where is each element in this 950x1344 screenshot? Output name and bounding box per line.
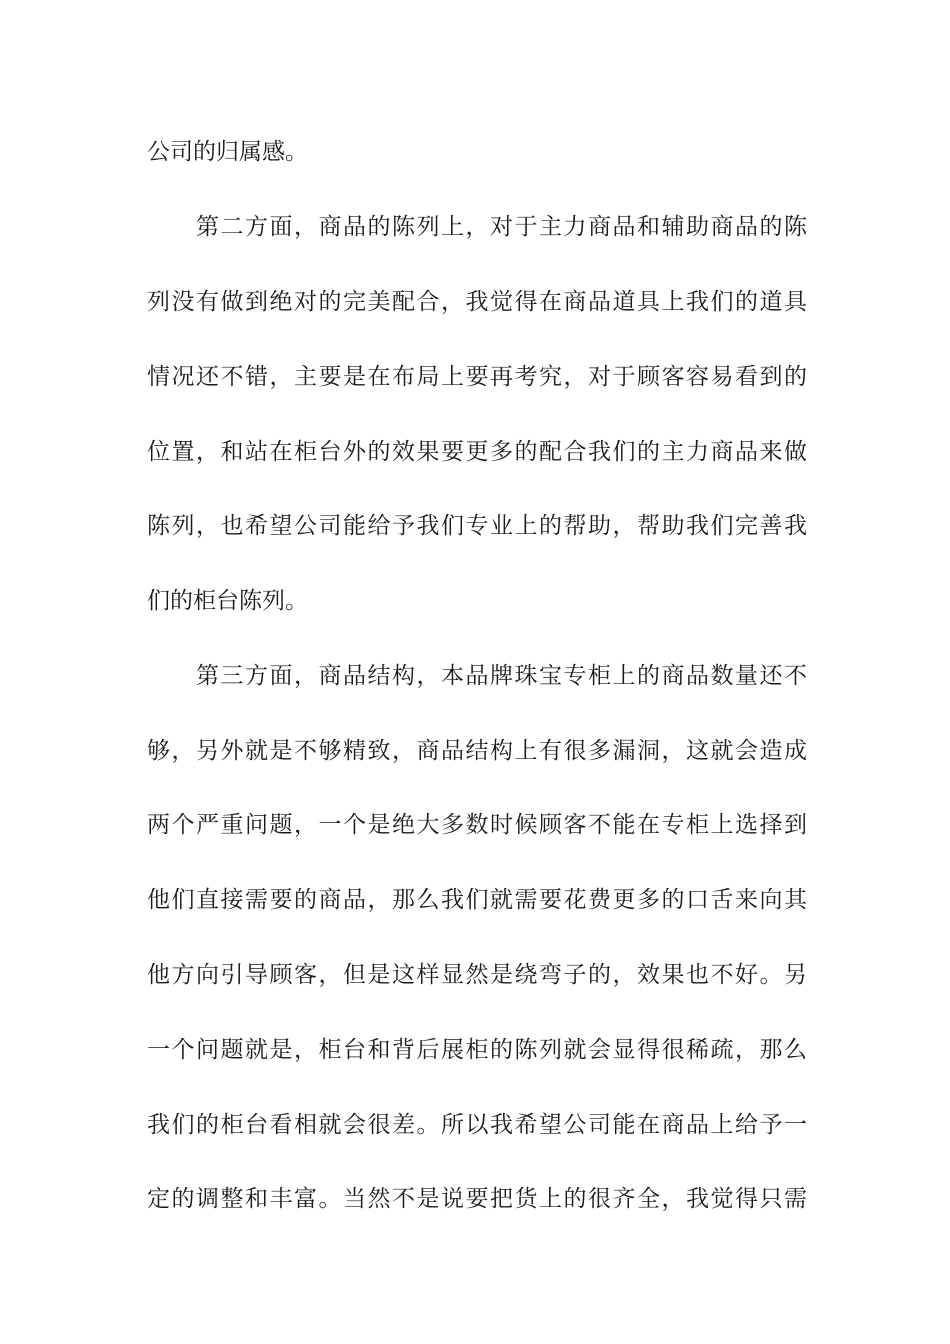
- paragraph-line: 们的柜台陈列。: [147, 588, 308, 614]
- paragraph-line: 陈列，也希望公司能给予我们专业上的帮助，帮助我们完善我: [147, 513, 807, 539]
- paragraph-line: 够，另外就是不够精致，商品结构上有很多漏洞，这就会造成: [147, 738, 807, 764]
- paragraph-line: 一个问题就是，柜台和背后展柜的陈列就会显得很稀疏，那么: [147, 1037, 807, 1063]
- paragraph-line: 定的调整和丰富。当然不是说要把货上的很齐全，我觉得只需: [147, 1186, 807, 1212]
- paragraph-line: 我们的柜台看相就会很差。所以我希望公司能在商品上给予一: [147, 1112, 807, 1138]
- paragraph-line: 他们直接需要的商品，那么我们就需要花费更多的口舌来向其: [147, 887, 807, 913]
- paragraph-line: 位置，和站在柜台外的效果要更多的配合我们的主力商品来做: [147, 439, 807, 465]
- paragraph-line: 第二方面，商品的陈列上，对于主力商品和辅助商品的陈: [196, 214, 807, 240]
- paragraph-line: 第三方面，商品结构，本品牌珠宝专柜上的商品数量还不: [196, 663, 807, 689]
- paragraph-line: 情况还不错，主要是在布局上要再考究，对于顾客容易看到的: [147, 364, 807, 390]
- paragraph-line: 列没有做到绝对的完美配合，我觉得在商品道具上我们的道具: [147, 289, 807, 315]
- paragraph-line: 他方向引导顾客，但是这样显然是绕弯子的，效果也不好。另: [147, 962, 807, 988]
- paragraph-line: 两个严重问题，一个是绝大多数时候顾客不能在专柜上选择到: [147, 812, 807, 838]
- paragraph-line: 公司的归属感。: [147, 139, 308, 165]
